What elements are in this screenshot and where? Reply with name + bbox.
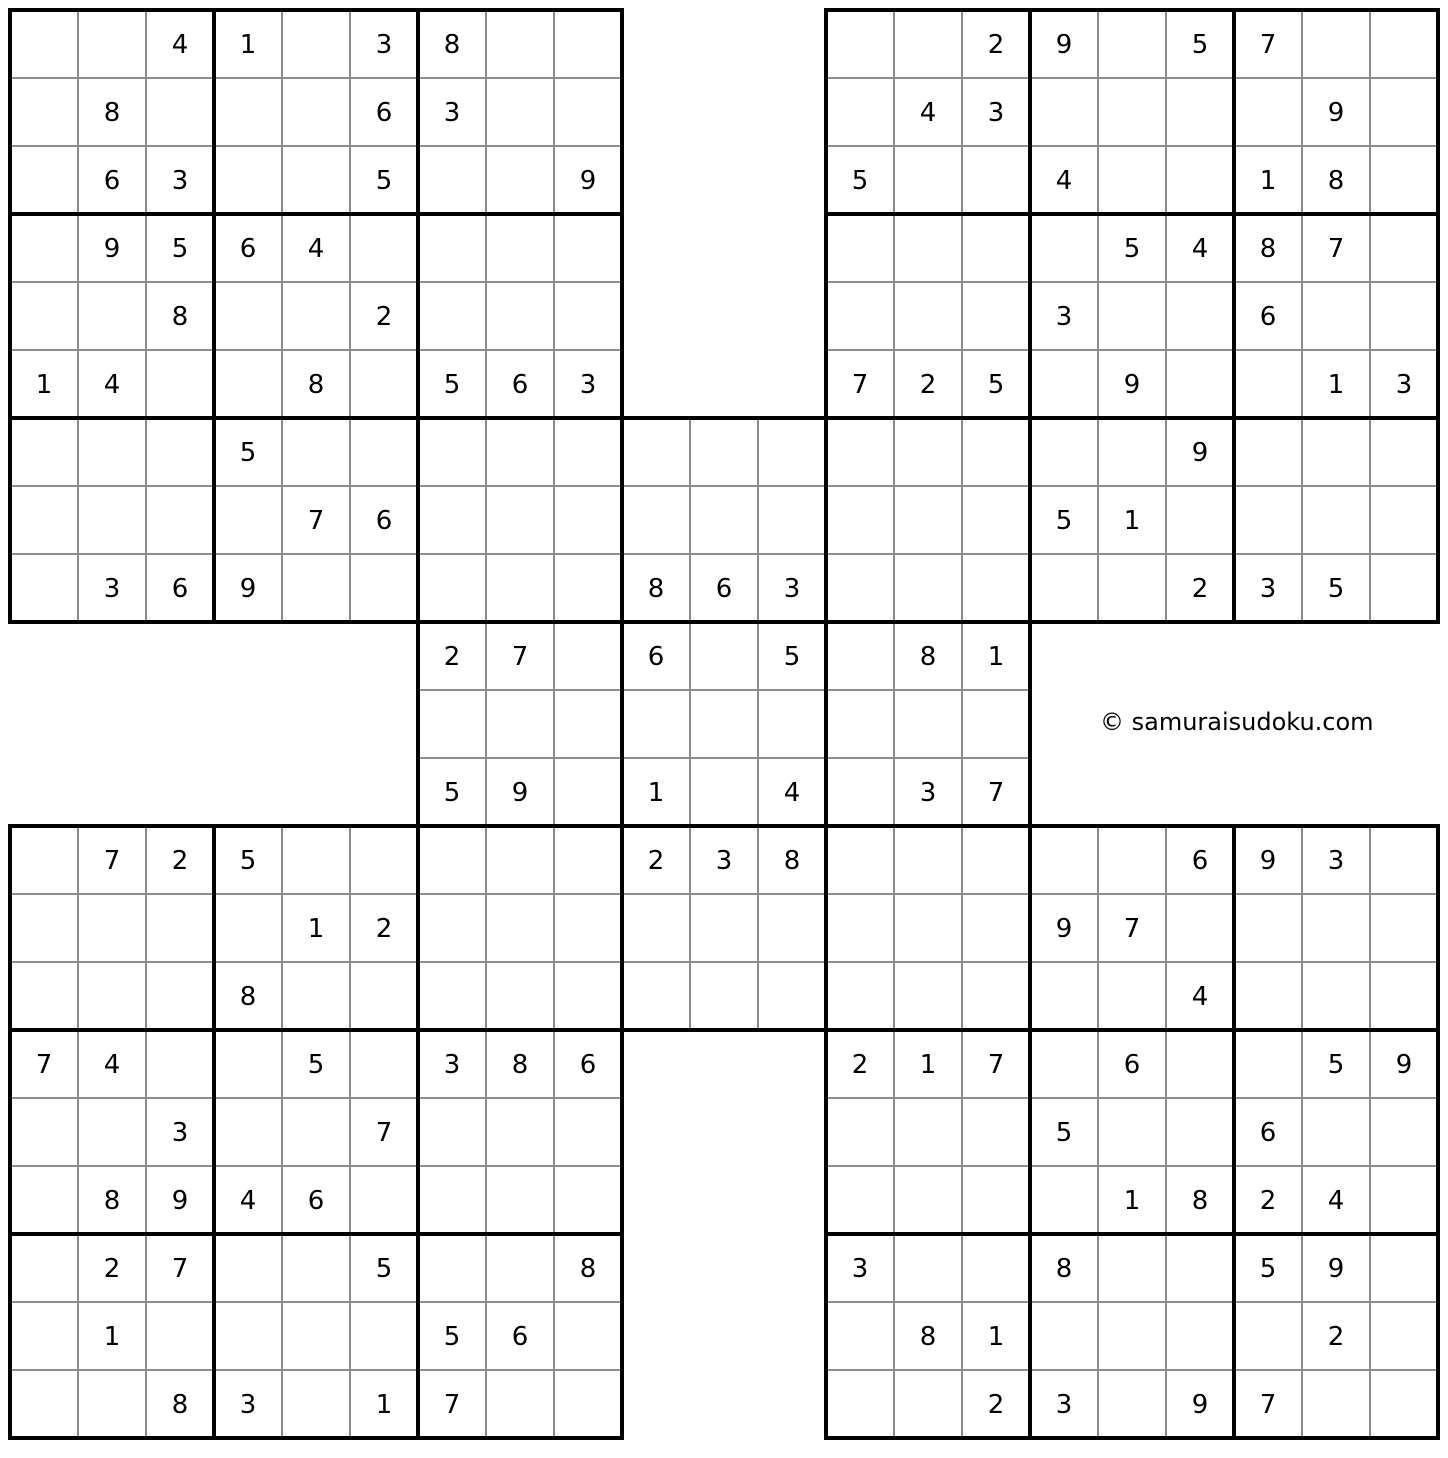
cell-digit[interactable]: 8 (443, 30, 461, 60)
cell-digit[interactable]: 7 (1327, 234, 1345, 264)
cell-digit[interactable]: 9 (1191, 1390, 1209, 1420)
cell-digit[interactable]: 6 (375, 98, 393, 128)
cell-digit[interactable]: 8 (307, 370, 325, 400)
cell-digit[interactable]: 5 (783, 642, 801, 672)
cell-digit[interactable]: 4 (919, 98, 937, 128)
cell-digit[interactable]: 6 (1259, 302, 1277, 332)
cell-digit[interactable]: 5 (171, 234, 189, 264)
cell-digit[interactable]: 5 (375, 1254, 393, 1284)
cell-digit[interactable]: 6 (511, 1322, 529, 1352)
cell-digit[interactable]: 6 (579, 1050, 597, 1080)
cell-digit[interactable]: 9 (511, 778, 529, 808)
cell-digit[interactable]: 4 (171, 30, 189, 60)
cell-digit[interactable]: 6 (375, 506, 393, 536)
cell-digit[interactable]: 3 (715, 846, 733, 876)
cell-digit[interactable]: 7 (1259, 30, 1277, 60)
cell-digit[interactable]: 1 (1259, 166, 1277, 196)
cell-digit[interactable]: 2 (1327, 1322, 1345, 1352)
cell-digit[interactable]: 4 (307, 234, 325, 264)
cell-digit[interactable]: 2 (443, 642, 461, 672)
cell-digit[interactable]: 9 (1123, 370, 1141, 400)
cell-digit[interactable]: 9 (1259, 846, 1277, 876)
cell-digit[interactable]: 8 (579, 1254, 597, 1284)
cell-digit[interactable]: 9 (1055, 30, 1073, 60)
cell-digit[interactable]: 6 (1123, 1050, 1141, 1080)
cell-digit[interactable]: 6 (715, 574, 733, 604)
cell-digit[interactable]: 2 (103, 1254, 121, 1284)
cell-digit[interactable]: 5 (851, 166, 869, 196)
cell-digit[interactable]: 8 (1055, 1254, 1073, 1284)
cell-digit[interactable]: 3 (103, 574, 121, 604)
cell-digit[interactable]: 3 (1055, 302, 1073, 332)
cell-digit[interactable]: 1 (307, 914, 325, 944)
cell-digit[interactable]: 8 (171, 1390, 189, 1420)
cell-digit[interactable]: 7 (511, 642, 529, 672)
cell-digit[interactable]: 2 (375, 302, 393, 332)
cell-digit[interactable]: 3 (919, 778, 937, 808)
cell-digit[interactable]: 2 (375, 914, 393, 944)
cell-digit[interactable]: 3 (783, 574, 801, 604)
cell-digit[interactable]: 1 (375, 1390, 393, 1420)
copyright-text: © samuraisudoku.com (1100, 708, 1374, 736)
cell-digit[interactable]: 7 (987, 1050, 1005, 1080)
cell-digit[interactable]: 7 (1259, 1390, 1277, 1420)
cell-digit[interactable]: 6 (171, 574, 189, 604)
cell-digit[interactable]: 9 (239, 574, 257, 604)
cell-digit[interactable]: 8 (103, 98, 121, 128)
cell-digit[interactable]: 5 (307, 1050, 325, 1080)
cell-digit[interactable]: 1 (647, 778, 665, 808)
cell-digit[interactable]: 4 (1191, 982, 1209, 1012)
cell-digit[interactable]: 5 (1055, 1118, 1073, 1148)
cell-digit[interactable]: 7 (851, 370, 869, 400)
cell-digit[interactable]: 5 (239, 846, 257, 876)
cell-digit[interactable]: 1 (103, 1322, 121, 1352)
cell-digit[interactable]: 5 (1259, 1254, 1277, 1284)
cell-digit[interactable]: 8 (1191, 1186, 1209, 1216)
cell-digit[interactable]: 5 (987, 370, 1005, 400)
cell-digit[interactable]: 6 (307, 1186, 325, 1216)
cell-digit[interactable]: 9 (1191, 438, 1209, 468)
cell-digit[interactable]: 7 (307, 506, 325, 536)
cell-digit[interactable]: 2 (171, 846, 189, 876)
cell-digit[interactable]: 5 (239, 438, 257, 468)
cell-digit[interactable]: 2 (919, 370, 937, 400)
cell-digit[interactable]: 3 (1259, 574, 1277, 604)
cell-digit[interactable]: 1 (35, 370, 53, 400)
cell-digit[interactable]: 9 (1327, 98, 1345, 128)
cell-digit[interactable]: 2 (987, 1390, 1005, 1420)
cell-digit[interactable]: 1 (987, 1322, 1005, 1352)
cell-digit[interactable]: 1 (987, 642, 1005, 672)
cell-digit[interactable]: 7 (35, 1050, 53, 1080)
cell-digit[interactable]: 6 (511, 370, 529, 400)
cell-digit[interactable]: 4 (1191, 234, 1209, 264)
cell-digit[interactable]: 3 (443, 1050, 461, 1080)
cell-digit[interactable]: 1 (1327, 370, 1345, 400)
cell-digit[interactable]: 7 (1123, 914, 1141, 944)
cell-digit[interactable]: 5 (443, 778, 461, 808)
cell-digit[interactable]: 1 (919, 1050, 937, 1080)
cell-digit[interactable]: 3 (1327, 846, 1345, 876)
cell-digit[interactable]: 3 (239, 1390, 257, 1420)
cell-digit[interactable]: 5 (443, 370, 461, 400)
cell-digit[interactable]: 3 (171, 1118, 189, 1148)
cell-digit[interactable]: 2 (647, 846, 665, 876)
cell-digit[interactable]: 8 (1259, 234, 1277, 264)
cell-digit[interactable]: 6 (647, 642, 665, 672)
cell-digit[interactable]: 4 (1055, 166, 1073, 196)
cell-digit[interactable]: 1 (239, 30, 257, 60)
cell-digit[interactable]: 5 (1191, 30, 1209, 60)
cell-digit[interactable]: 4 (103, 370, 121, 400)
cell-digit[interactable]: 3 (987, 98, 1005, 128)
cell-digit[interactable]: 5 (1055, 506, 1073, 536)
cell-digit[interactable]: 9 (171, 1186, 189, 1216)
cell-digit[interactable]: 4 (103, 1050, 121, 1080)
cell-digit[interactable]: 6 (1191, 846, 1209, 876)
cell-digit[interactable]: 2 (1259, 1186, 1277, 1216)
cell-digit[interactable]: 1 (1123, 1186, 1141, 1216)
cell-digit[interactable]: 8 (1327, 166, 1345, 196)
cell-digit[interactable]: 2 (851, 1050, 869, 1080)
cell-digit[interactable]: 5 (1327, 574, 1345, 604)
cell-digit[interactable]: 8 (103, 1186, 121, 1216)
cell-digit[interactable]: 8 (511, 1050, 529, 1080)
cell-digit[interactable]: 7 (375, 1118, 393, 1148)
cell-digit[interactable]: 2 (987, 30, 1005, 60)
cell-digit[interactable]: 3 (1055, 1390, 1073, 1420)
cell-digit[interactable]: 3 (375, 30, 393, 60)
cell-digit[interactable]: 8 (919, 1322, 937, 1352)
cell-digit[interactable]: 7 (987, 778, 1005, 808)
cell-digit[interactable]: 6 (1259, 1118, 1277, 1148)
cell-digit[interactable]: 8 (919, 642, 937, 672)
cell-digit[interactable]: 5 (1327, 1050, 1345, 1080)
cell-digit[interactable]: 3 (171, 166, 189, 196)
cell-digit[interactable]: 6 (239, 234, 257, 264)
cell-digit[interactable]: 4 (239, 1186, 257, 1216)
cell-digit[interactable]: 9 (1327, 1254, 1345, 1284)
cell-digit[interactable]: 7 (443, 1390, 461, 1420)
cell-digit[interactable]: 7 (171, 1254, 189, 1284)
cell-digit[interactable]: 3 (579, 370, 597, 400)
cell-digit[interactable]: 1 (1123, 506, 1141, 536)
cell-digit[interactable]: 4 (783, 778, 801, 808)
cell-digit[interactable]: 6 (103, 166, 121, 196)
cell-digit[interactable]: 5 (375, 166, 393, 196)
cell-digit[interactable]: 8 (171, 302, 189, 332)
cell-digit[interactable]: 9 (1395, 1050, 1413, 1080)
cell-digit[interactable]: 8 (239, 982, 257, 1012)
cell-digit[interactable]: 9 (103, 234, 121, 264)
cell-digit[interactable]: 8 (783, 846, 801, 876)
cell-digit[interactable]: 2 (1191, 574, 1209, 604)
cell-digit[interactable]: 7 (103, 846, 121, 876)
cell-digit[interactable]: 8 (647, 574, 665, 604)
cell-digit[interactable]: 3 (1395, 370, 1413, 400)
cell-digit[interactable]: 9 (1055, 914, 1073, 944)
cell-digit[interactable]: 3 (443, 98, 461, 128)
cell-digit[interactable]: 5 (1123, 234, 1141, 264)
cell-digit[interactable]: 4 (1327, 1186, 1345, 1216)
cell-digit[interactable]: 9 (579, 166, 597, 196)
cell-digit[interactable]: 5 (443, 1322, 461, 1352)
cell-digit[interactable]: 3 (851, 1254, 869, 1284)
